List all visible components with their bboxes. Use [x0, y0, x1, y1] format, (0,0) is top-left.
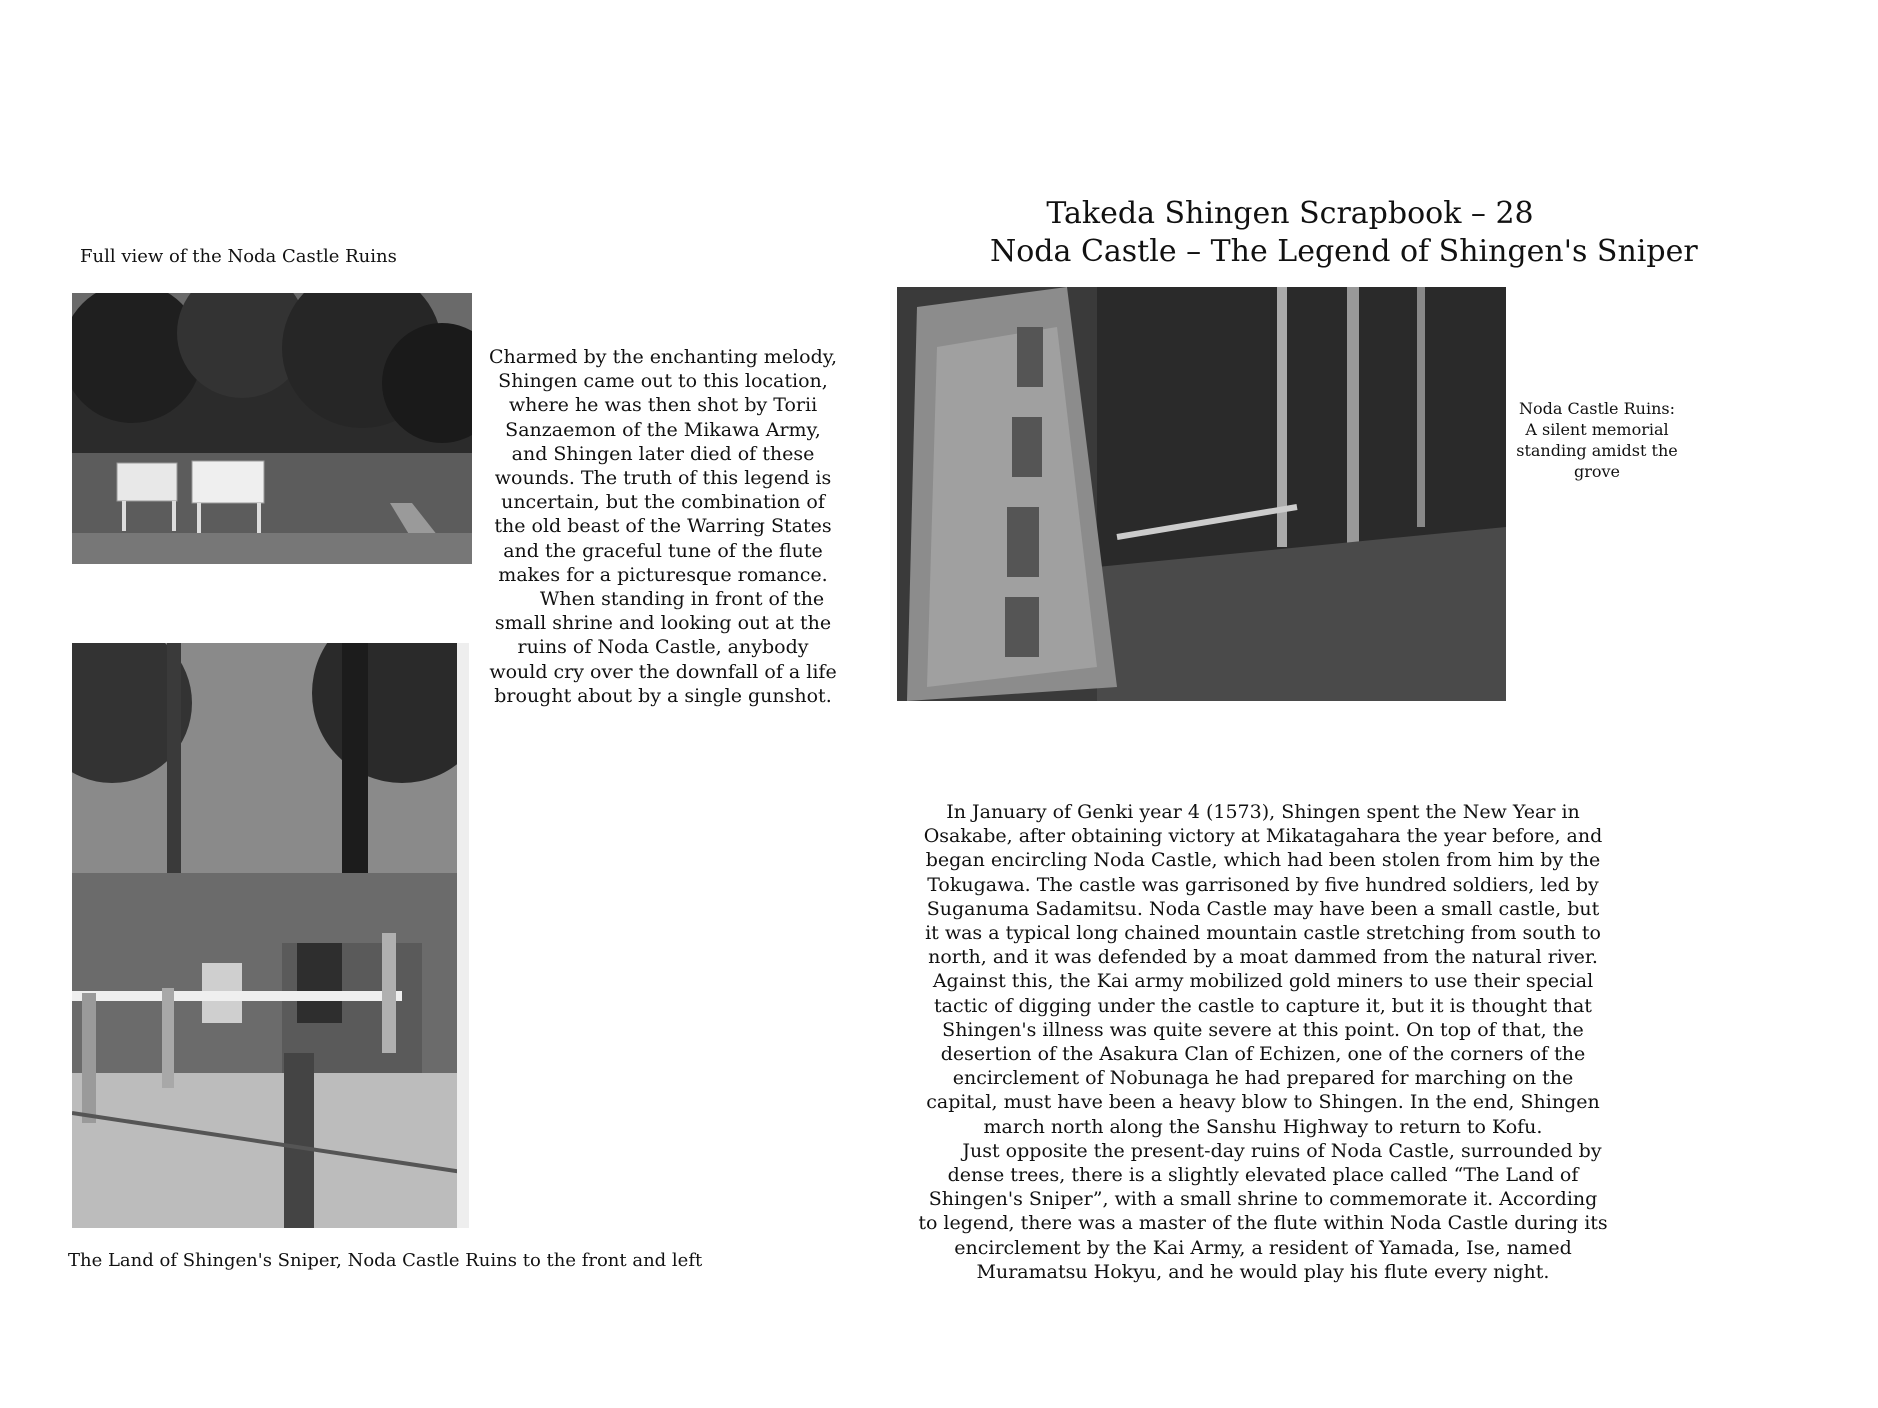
bottom-photo-caption: The Land of Shingen's Sniper, Noda Castle Ruins to the front and left [68, 1250, 703, 1271]
title-line-1: Takeda Shingen Scrapbook – 28 [1046, 196, 1534, 231]
legend-text-block [488, 345, 838, 708]
photo-castle-ruins-full-view [72, 293, 472, 564]
article-paragraph-1: In January of Genki year 4 (1573), Shingen spent the New Year in Osakabe, after obtaining victory at Mikatagahara the year before, and began encircling Noda Castle, which had been stolen from him by the Tokugawa. The castle was garrisoned by five hundred soldiers, led by Suganuma Sadamitsu. Noda Castle may have been a small castle, but it was a typical long chained mountain castle stretching from south to north, and it was defended by a moat dammed from the natural river. Against this, the Kai army mobilized gold miners to use their special tactic of digging under the castle to capture it, but it is thought that Shingen's illness was quite severe at this point. On top of that, the desertion of the Asakura Clan of Echizen, one of the corners of the encirclement of Nobunaga he had prepared for marching on the capital, must have been a heavy blow to Shingen. In the end, Shingen march north along the Sanshu Highway to return to Kofu. [923, 801, 1603, 1138]
photo-memorial-stone [897, 287, 1506, 701]
legend-paragraph-1: Charmed by the enchanting melody, Shingen came out to this location, where he was then shot by Torii Sanzaemon of the Mikawa Army, and Shingen later died of these wounds. The truth of this legend is uncertain, but the combination of the old beast of the Warring States and the graceful tune of the flute makes for a picturesque romance. [488, 346, 837, 586]
legend-paragraph-2: When standing in front of the small shrine and looking out at the ruins of Noda Castle, anybody would cry over the downfall of a life brought about by a single gunshot. [489, 588, 837, 707]
page-title [990, 195, 1698, 271]
title-line-2: Noda Castle – The Legend of Shingen's Sniper [990, 234, 1698, 269]
article-body [918, 800, 1608, 1284]
photo-shingen-sniper-shrine [72, 643, 469, 1228]
memorial-photo-caption: Noda Castle Ruins: A silent memorial standing amidst the grove [1516, 399, 1678, 481]
article-paragraph-2: Just opposite the present-day ruins of Noda Castle, surrounded by dense trees, there is a slightly elevated place called “The Land of Shingen's Sniper”, with a small shrine to commemorate it. According to legend, there was a master of the flute within Noda Castle during its encirclement by the Kai Army, a resident of Yamada, Ise, named Muramatsu Hokyu, and he would play his flute every night. [918, 1139, 1608, 1283]
top-photo-caption: Full view of the Noda Castle Ruins [80, 246, 397, 267]
